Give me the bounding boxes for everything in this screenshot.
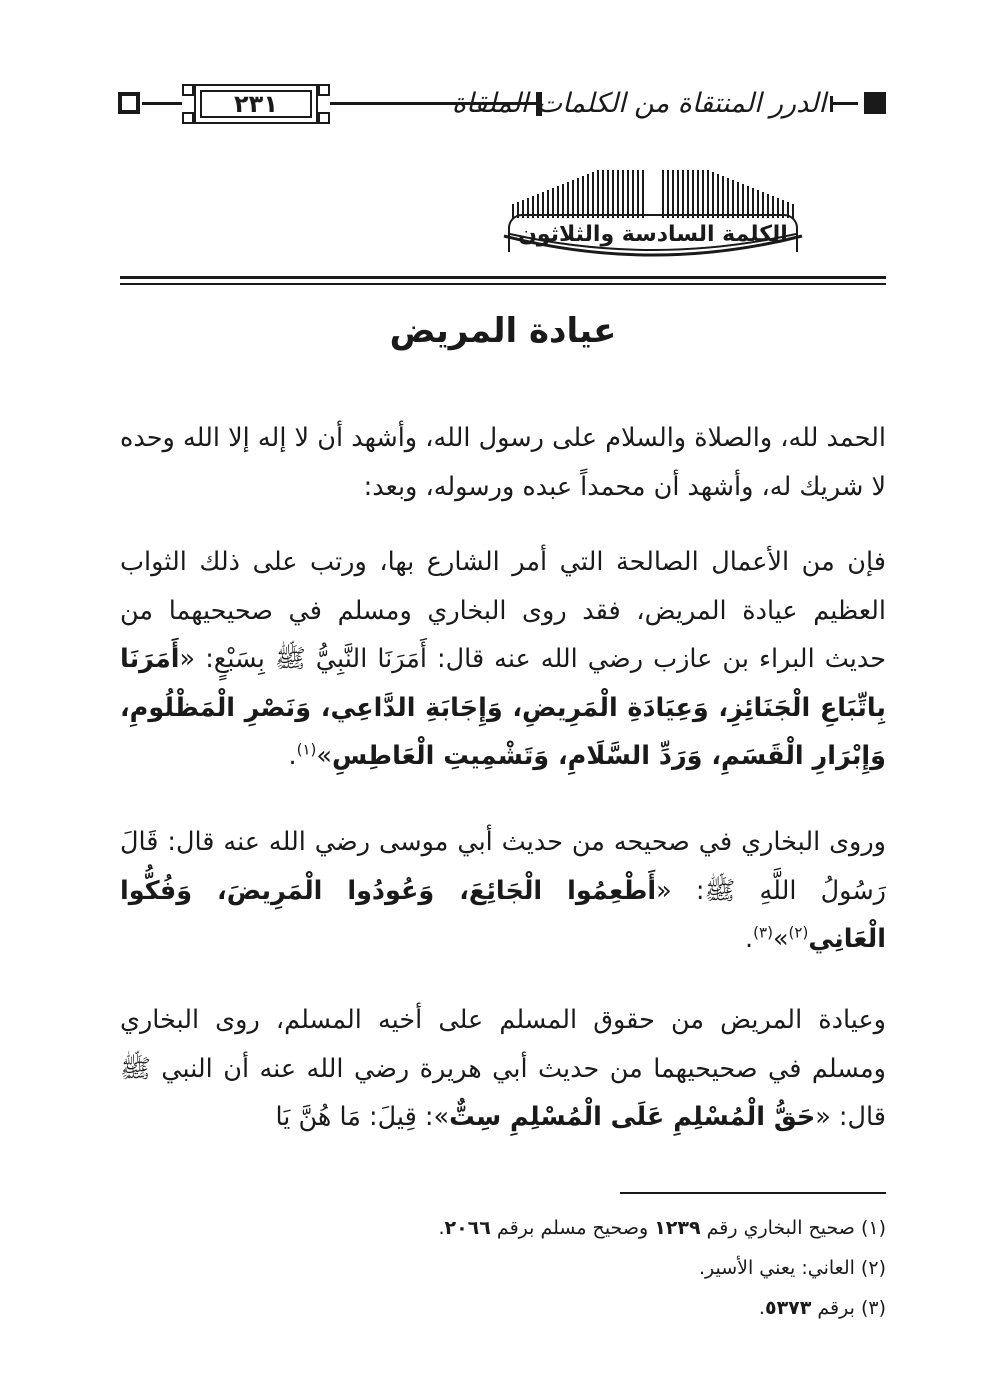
footnote-ref[interactable]: (٢) (788, 923, 809, 942)
header-square-ornament-left (118, 92, 140, 114)
paragraph-text: فإن من الأعمال الصالحة التي أمر الشارع بها، ورتب على ذلك الثواب العظيم عيادة المريض، فقد روى البخاري ومسلم في صحيحيهما من حديث البراء بن عازب رضي الله عنه قال: أَمَرَنَا النَّبِيُّ ﷺ بِسَبْعٍ: « (120, 547, 886, 674)
punctuation: . (288, 741, 297, 771)
page-title: عيادة المريض (389, 311, 617, 351)
hadith-number: ٢٠٦٦ (444, 1217, 491, 1239)
hadith-number: ١٢٣٩ (654, 1217, 701, 1239)
lecture-number-label: الكلمة السادسة والثلاثون (518, 222, 788, 247)
paragraph-text: »: قِيلَ: مَا هُنَّ يَا (275, 1102, 450, 1132)
hadith-text: أَمَرَنَا بِاتِّبَاعِ الْجَنَائِزِ، وَعِيَادَةِ الْمَرِيضِ، وَإِجَابَةِ الدَّاعِي، وَنَصْرِ الْمَظْلُومِ، وَإِبْرَارِ الْقَسَمِ، وَرَدِّ السَّلَامِ، وَتَشْمِيتِ الْعَاطِسِ (120, 644, 886, 771)
footnote-text: (١) صحيح البخاري رقم (706, 1217, 886, 1239)
paragraph-abu-musa-hadith (120, 818, 886, 964)
paragraph-abu-hurayra-hadith (120, 996, 886, 1142)
paragraph-text: وروى البخاري في صحيحه من حديث أبي موسى رضي الله عنه قال: قَالَ رَسُولُ اللَّهِ ﷺ: « (120, 827, 886, 906)
header-rule (830, 102, 858, 105)
paragraph-text: وعيادة المريض من حقوق المسلم على أخيه المسلم، روى البخاري ومسلم في صحيحيهما من حديث أبي هريرة رضي الله عنه أن النبي ﷺ قال: « (120, 1005, 886, 1132)
header-square-ornament-right (864, 92, 886, 114)
header-rule (142, 102, 182, 105)
lecture-banner (498, 170, 808, 270)
footnote-ref[interactable]: (٣) (753, 923, 773, 942)
banner-bars-ornament (512, 170, 794, 218)
footnote-2 (120, 1252, 886, 1284)
footnote-3 (120, 1292, 886, 1324)
hadith-text: حَقُّ الْمُسْلِمِ عَلَى الْمُسْلِمِ سِتٌّ (449, 1102, 816, 1132)
footnote-separator (620, 1192, 886, 1194)
quote-mark: » (316, 741, 333, 771)
page-number: ٢٣١ (234, 90, 278, 118)
hadith-number: ٥٣٧٣ (764, 1297, 812, 1319)
hadith-text: أَطْعِمُوا الْجَائِعَ، وَعُودُوا الْمَرِيضَ، وَفُكُّوا الْعَانِي (120, 875, 886, 954)
punctuation: . (745, 924, 754, 954)
page-number-frame (182, 84, 330, 124)
footnote-ref[interactable]: (١) (296, 740, 317, 759)
section-divider (120, 276, 886, 285)
quote-mark: » (772, 924, 789, 954)
footnote-text: وصحيح مسلم برقم (496, 1217, 649, 1239)
punctuation: . (758, 1297, 765, 1319)
paragraph-bara-hadith (120, 538, 886, 781)
footnote-text: (٣) برقم (817, 1297, 886, 1319)
book-title: الدرر المنتقاة من الكلمات الملقاة (451, 88, 826, 119)
running-header (118, 82, 886, 126)
paragraph-text: الحمد لله، والصلاة والسلام على رسول الله، وأشهد أن لا إله إلا الله وحده لا شريك له، وأشهد أن محمداً عبده ورسوله، وبعد: (120, 423, 886, 502)
footnote-text: (٢) العاني: يعني الأسير. (698, 1257, 886, 1279)
punctuation: . (438, 1217, 445, 1239)
paragraph-opening (120, 414, 886, 511)
footnote-1 (120, 1212, 886, 1244)
